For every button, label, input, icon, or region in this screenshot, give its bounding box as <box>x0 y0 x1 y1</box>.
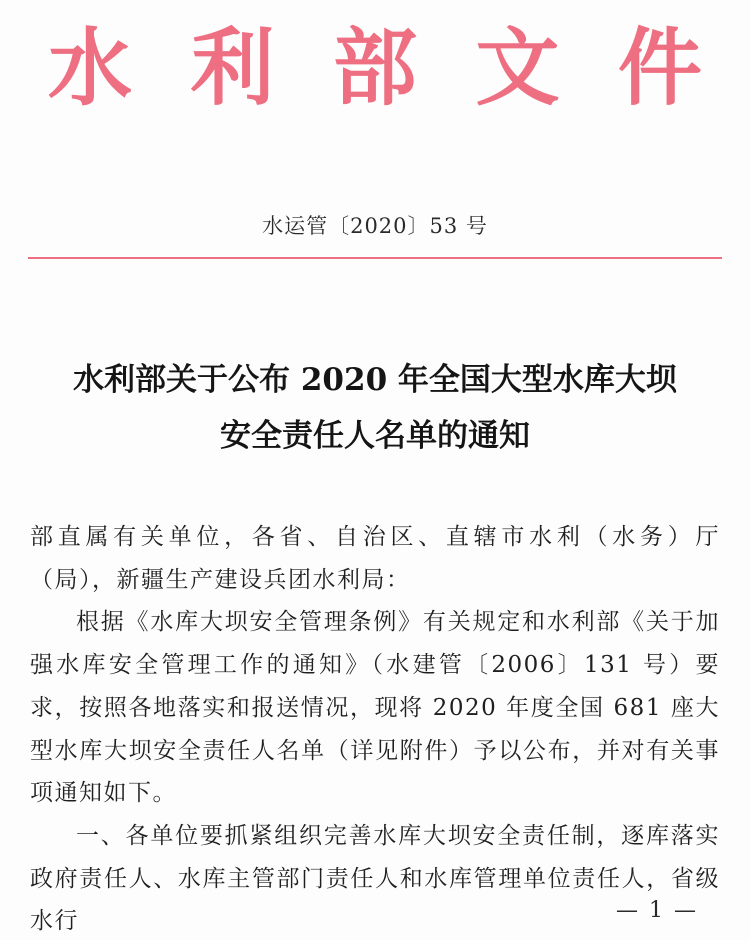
addressee-paragraph: 部直属有关单位，各省、自治区、直辖市水利（水务）厅（局），新疆生产建设兵团水利局： <box>30 524 720 593</box>
masthead <box>40 18 710 118</box>
title-line-1: 水利部关于公布 2020 年全国大型水库大坝 <box>73 362 677 398</box>
masthead-char: 水 <box>47 18 132 117</box>
masthead-char: 件 <box>617 18 702 117</box>
document-body <box>30 516 720 943</box>
document-title <box>0 352 750 464</box>
masthead-char: 文 <box>475 18 560 117</box>
body-paragraph-2: 一、各单位要抓紧组织完善水库大坝安全责任制，逐库落实政府责任人、水库主管部门责任人和水库管理单位责任人，省级水行 <box>30 822 720 935</box>
page-number: — 1 — <box>616 898 698 923</box>
red-separator-line <box>28 257 722 259</box>
document-number: 水运管〔2020〕53 号 <box>262 214 488 238</box>
masthead-char: 利 <box>190 18 275 117</box>
body-paragraph-1: 根据《水库大坝安全管理条例》有关规定和水利部《关于加强水库安全管理工作的通知》（水建管〔2006〕131 号）要求，按照各地落实和报送情况，现将 2020 年度全国 681 座大型水库大坝安全责任人名单（详见附件）予以公布，并对有关事项通知如下。 <box>30 609 720 807</box>
title-line-2: 安全责任人名单的通知 <box>220 418 530 454</box>
masthead-char: 部 <box>332 18 417 117</box>
